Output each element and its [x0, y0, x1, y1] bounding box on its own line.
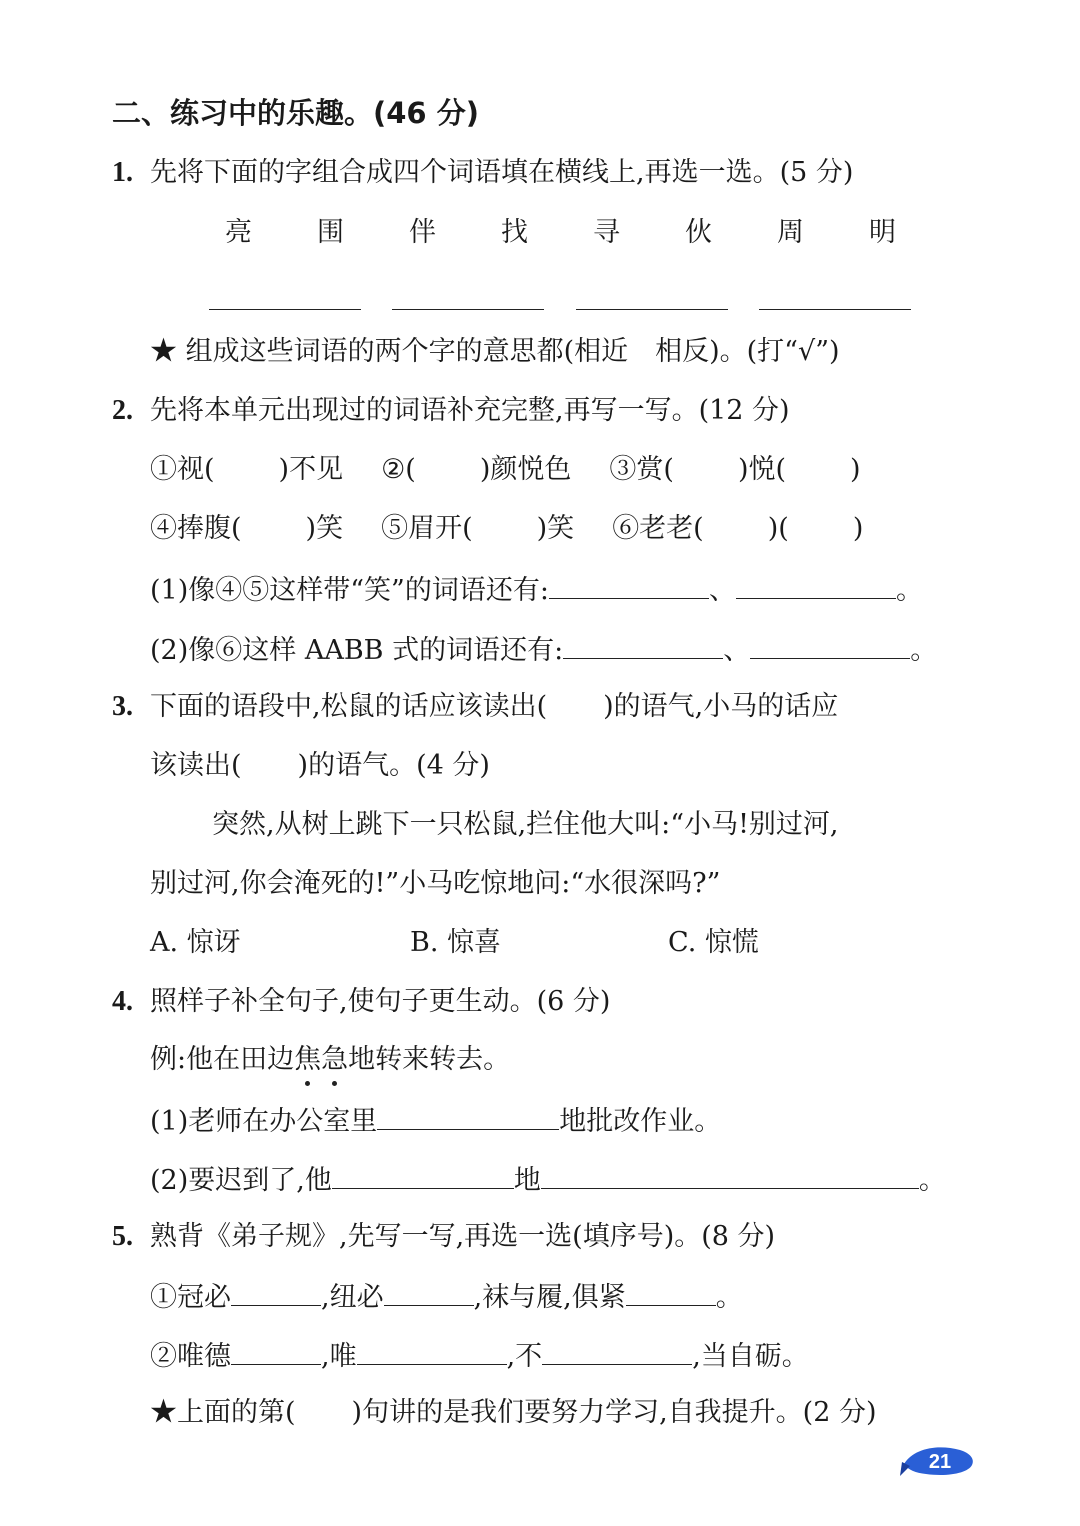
question-prompt: 该读出(: [150, 750, 242, 781]
emphasis-char: 焦: [294, 1044, 322, 1075]
answer-blank[interactable]: [750, 632, 910, 659]
idiom-fragment: )悦(: [737, 454, 787, 485]
idiom-fragment: )笑: [305, 513, 344, 544]
verse-text: ,唯: [321, 1341, 357, 1372]
option-a[interactable]: A. 惊讶: [150, 927, 241, 958]
question-number: 1.: [112, 157, 133, 188]
sentence-text: (2)要迟到了,他: [150, 1165, 332, 1196]
star-text: )句讲的是我们要努力学习,自我提升。(2 分): [351, 1397, 877, 1428]
star-text: ★上面的第(: [150, 1397, 296, 1428]
separator: 、: [723, 635, 751, 666]
fish-badge-icon: [898, 1440, 976, 1480]
emphasis-char: 急: [321, 1044, 349, 1075]
sentence-text: 地: [513, 1165, 541, 1196]
sentence-text: 地批改作业。: [559, 1106, 722, 1137]
verse-text: ,纽必: [321, 1282, 384, 1313]
answer-blank[interactable]: [231, 1279, 321, 1306]
idiom-fragment: )笑: [536, 513, 575, 544]
example-text: 例:他在田边: [150, 1044, 295, 1075]
verse-text: ,当自砺。: [692, 1341, 809, 1372]
passage-line: 突然,从树上跳下一只松鼠,拦住他大叫:“小马!别过河,: [212, 809, 839, 840]
idiom-fragment: ): [850, 454, 861, 485]
q5-star-note: [150, 1396, 877, 1430]
question-3-cont: [150, 749, 490, 783]
example-sentence: [150, 1043, 510, 1077]
question-1: [112, 156, 853, 190]
idiom-fragment: ②(: [381, 454, 416, 485]
answer-blank[interactable]: [626, 1279, 716, 1306]
idiom-fragment: )(: [767, 513, 789, 544]
section-title: 二、练习中的乐趣。(46 分): [112, 96, 479, 130]
char-item: 寻: [593, 217, 620, 248]
idiom-fragment: ④捧腹(: [150, 513, 242, 544]
question-prompt: )的语气。(4 分): [297, 750, 490, 781]
question-number: 2.: [112, 395, 133, 426]
verse-text: ,不: [506, 1341, 543, 1372]
answer-blank[interactable]: [541, 1162, 919, 1189]
answer-blank[interactable]: [736, 572, 896, 599]
q2-row-1: [150, 453, 861, 487]
character-list: [225, 216, 961, 250]
char-item: 亮: [225, 217, 252, 248]
answer-blank[interactable]: [377, 1103, 559, 1130]
answer-line[interactable]: [576, 309, 728, 310]
question-number: 3.: [112, 691, 133, 722]
answer-line[interactable]: [392, 309, 544, 310]
idiom-fragment: ③赏(: [609, 454, 674, 485]
answer-blank[interactable]: [357, 1338, 507, 1365]
q5-line-1: [150, 1279, 743, 1315]
char-item: 伴: [409, 217, 436, 248]
q2-row-2: [150, 512, 863, 546]
char-item: 周: [777, 217, 804, 248]
period: 。: [895, 575, 923, 606]
char-item: 明: [869, 217, 896, 248]
answer-blank[interactable]: [332, 1162, 514, 1189]
idiom-fragment: )颜悦色: [479, 454, 572, 485]
verse-text: ,袜与履,俱紧: [473, 1282, 626, 1313]
separator: 、: [708, 575, 736, 606]
question-number: 5.: [112, 1221, 133, 1252]
answer-line[interactable]: [209, 309, 361, 310]
char-item: 伙: [685, 217, 712, 248]
period: 。: [918, 1165, 946, 1196]
idiom-fragment: ⑤眉开(: [381, 513, 473, 544]
q5-line-2: [150, 1338, 809, 1374]
char-item: 围: [317, 217, 344, 248]
verse-text: ①冠必: [150, 1282, 231, 1313]
char-item: 找: [501, 217, 528, 248]
question-2: [112, 394, 790, 428]
idiom-fragment: )不见: [278, 454, 344, 485]
page-number-badge: [898, 1440, 976, 1480]
answer-blank[interactable]: [563, 632, 723, 659]
verse-text: 。: [715, 1282, 743, 1313]
question-prompt: 下面的语段中,松鼠的话应该读出(: [150, 691, 548, 722]
option-c[interactable]: C. 惊慌: [668, 927, 759, 958]
answer-blank[interactable]: [384, 1279, 474, 1306]
question-5: [112, 1220, 775, 1254]
sentence-text: (1)老师在办公室里: [150, 1106, 378, 1137]
question-4: [112, 985, 610, 1019]
answer-blank[interactable]: [542, 1338, 692, 1365]
answer-blank[interactable]: [549, 572, 709, 599]
question-prompt: )的语气,小马的话应: [603, 691, 839, 722]
idiom-fragment: ①视(: [150, 454, 215, 485]
option-b[interactable]: B. 惊喜: [410, 927, 502, 958]
idiom-fragment: ⑥老老(: [612, 513, 704, 544]
sub-prompt: (1)像④⑤这样带“笑”的词语还有:: [150, 575, 549, 606]
verse-text: ②唯德: [150, 1341, 231, 1372]
answer-blank[interactable]: [231, 1338, 321, 1365]
question-prompt: 先将下面的字组合成四个词语填在横线上,再选一选。(5 分): [150, 157, 854, 188]
question-prompt: 熟背《弟子规》,先写一写,再选一选(填序号)。(8 分): [150, 1221, 776, 1252]
q2-sub-1: [150, 572, 923, 608]
question-number: 4.: [112, 986, 133, 1017]
question-3: [112, 690, 838, 724]
q4-sentence-1: [150, 1103, 721, 1139]
answer-line[interactable]: [759, 309, 911, 310]
q2-sub-2: [150, 632, 937, 668]
q4-sentence-2: [150, 1162, 946, 1198]
example-text: 地转来转去。: [348, 1044, 511, 1075]
period: 。: [910, 635, 938, 666]
idiom-fragment: ): [852, 513, 864, 544]
question-prompt: 先将本单元出现过的词语补充完整,再写一写。(12 分): [150, 395, 790, 426]
page-number: 21: [928, 1451, 952, 1473]
question-prompt: 照样子补全句子,使句子更生动。(6 分): [150, 986, 611, 1017]
q1-star-note: ★ 组成这些词语的两个字的意思都(相近 相反)。(打“√”): [150, 336, 840, 367]
sub-prompt: (2)像⑥这样 AABB 式的词语还有:: [150, 635, 564, 666]
passage-line: 别过河,你会淹死的!”小马吃惊地问:“水很深吗?”: [150, 868, 721, 899]
